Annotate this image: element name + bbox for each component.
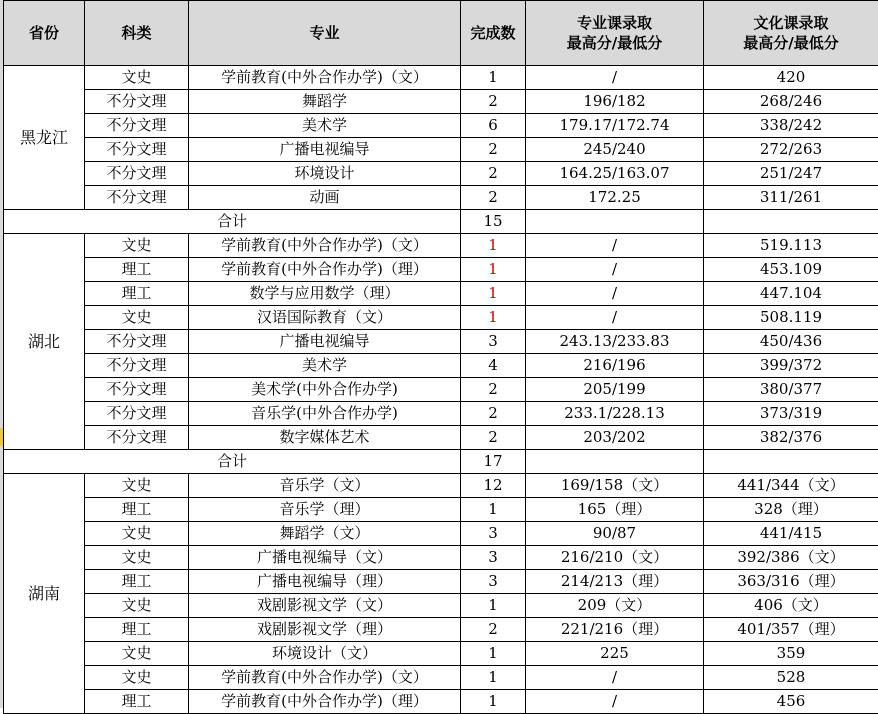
category-cell[interactable]: 文史: [85, 594, 189, 618]
count-cell[interactable]: 1: [461, 66, 526, 90]
header-prof-line1: 专业课录取: [526, 13, 703, 33]
category-cell[interactable]: 理工: [85, 690, 189, 714]
category-cell[interactable]: 不分文理: [85, 402, 189, 426]
category-cell[interactable]: 不分文理: [85, 138, 189, 162]
cultural-score-cell[interactable]: 392/386（文）: [704, 546, 878, 570]
header-professional-score[interactable]: [526, 1, 704, 66]
professional-score-cell[interactable]: 245/240: [526, 138, 704, 162]
category-cell[interactable]: 不分文理: [85, 426, 189, 450]
professional-score-cell[interactable]: /: [526, 690, 704, 714]
count-cell[interactable]: 3: [461, 570, 526, 594]
count-cell[interactable]: 12: [461, 474, 526, 498]
count-cell[interactable]: 2: [461, 618, 526, 642]
count-cell[interactable]: 2: [461, 162, 526, 186]
professional-score-cell[interactable]: 179.17/172.74: [526, 114, 704, 138]
cultural-score-cell[interactable]: 528: [704, 666, 878, 690]
professional-score-cell[interactable]: 169/158（文）: [526, 474, 704, 498]
table-body: [4, 66, 878, 714]
cultural-score-cell[interactable]: 441/344（文）: [704, 474, 878, 498]
major-cell[interactable]: 音乐学（文）: [189, 474, 461, 498]
count-cell[interactable]: 1: [461, 306, 526, 330]
header-cultural-score[interactable]: [704, 1, 878, 66]
table-row: [4, 378, 878, 402]
professional-score-cell[interactable]: 90/87: [526, 522, 704, 546]
count-cell[interactable]: 2: [461, 402, 526, 426]
major-cell[interactable]: 舞蹈学（文）: [189, 522, 461, 546]
count-cell[interactable]: 3: [461, 330, 526, 354]
count-cell[interactable]: 2: [461, 138, 526, 162]
count-cell[interactable]: 1: [461, 234, 526, 258]
count-cell[interactable]: 2: [461, 186, 526, 210]
professional-score-cell[interactable]: 172.25: [526, 186, 704, 210]
professional-score-cell[interactable]: 233.1/228.13: [526, 402, 704, 426]
major-cell[interactable]: 动画: [189, 186, 461, 210]
count-cell[interactable]: 2: [461, 378, 526, 402]
professional-score-cell[interactable]: 205/199: [526, 378, 704, 402]
major-cell[interactable]: 音乐学（理）: [189, 498, 461, 522]
cultural-score-cell[interactable]: 328（理）: [704, 498, 878, 522]
major-cell[interactable]: 学前教育(中外合作办学)（理）: [189, 258, 461, 282]
major-cell[interactable]: 学前教育(中外合作办学)（文）: [189, 66, 461, 90]
table-row: [4, 474, 878, 498]
table-row: [4, 186, 878, 210]
table-row: [4, 330, 878, 354]
professional-score-cell[interactable]: /: [526, 258, 704, 282]
count-cell[interactable]: 2: [461, 426, 526, 450]
count-cell[interactable]: 1: [461, 642, 526, 666]
table-row: [4, 426, 878, 450]
empty-cell[interactable]: [526, 210, 704, 234]
category-cell[interactable]: 文史: [85, 66, 189, 90]
table-row: [4, 162, 878, 186]
major-cell[interactable]: 学前教育(中外合作办学)（文）: [189, 666, 461, 690]
header-prof-line2: 最高分/最低分: [526, 33, 703, 53]
table-row: [4, 522, 878, 546]
total-label-cell[interactable]: 合计: [4, 450, 461, 474]
category-cell[interactable]: 不分文理: [85, 162, 189, 186]
category-cell[interactable]: 文史: [85, 234, 189, 258]
header-count[interactable]: 完成数: [461, 1, 526, 66]
major-cell[interactable]: 环境设计: [189, 162, 461, 186]
category-cell[interactable]: 不分文理: [85, 354, 189, 378]
table-row: [4, 618, 878, 642]
professional-score-cell[interactable]: 165（理）: [526, 498, 704, 522]
table-row: [4, 306, 878, 330]
category-cell[interactable]: 不分文理: [85, 330, 189, 354]
table-row: [4, 354, 878, 378]
empty-cell[interactable]: [704, 210, 878, 234]
table-row: [4, 138, 878, 162]
major-cell[interactable]: 戏剧影视文学（文）: [189, 594, 461, 618]
professional-score-cell[interactable]: /: [526, 66, 704, 90]
header-major[interactable]: 专业: [189, 1, 461, 66]
cultural-score-cell[interactable]: 399/372: [704, 354, 878, 378]
category-cell[interactable]: 理工: [85, 258, 189, 282]
category-cell[interactable]: 文史: [85, 522, 189, 546]
cultural-score-cell[interactable]: 456: [704, 690, 878, 714]
major-cell[interactable]: 美术学: [189, 354, 461, 378]
table-row: [4, 114, 878, 138]
professional-score-cell[interactable]: 214/213（理）: [526, 570, 704, 594]
major-cell[interactable]: 广播电视编导: [189, 330, 461, 354]
province-cell[interactable]: 黑龙江: [4, 66, 85, 210]
cultural-score-cell[interactable]: 268/246: [704, 90, 878, 114]
count-cell[interactable]: 1: [461, 690, 526, 714]
category-cell[interactable]: 不分文理: [85, 114, 189, 138]
cultural-score-cell[interactable]: 251/247: [704, 162, 878, 186]
major-cell[interactable]: 美术学: [189, 114, 461, 138]
category-cell[interactable]: 理工: [85, 618, 189, 642]
major-cell[interactable]: 戏剧影视文学（理）: [189, 618, 461, 642]
major-cell[interactable]: 音乐学(中外合作办学): [189, 402, 461, 426]
major-cell[interactable]: 舞蹈学: [189, 90, 461, 114]
cultural-score-cell[interactable]: 401/357（理）: [704, 618, 878, 642]
table-row: [4, 498, 878, 522]
total-row: [4, 210, 878, 234]
major-cell[interactable]: 学前教育(中外合作办学)（理）: [189, 690, 461, 714]
category-cell[interactable]: 文史: [85, 474, 189, 498]
count-cell[interactable]: 6: [461, 114, 526, 138]
total-label-cell[interactable]: 合计: [4, 210, 461, 234]
table-row: [4, 282, 878, 306]
table-row: [4, 234, 878, 258]
professional-score-cell[interactable]: /: [526, 306, 704, 330]
cultural-score-cell[interactable]: 453.109: [704, 258, 878, 282]
category-cell[interactable]: 文史: [85, 546, 189, 570]
major-cell[interactable]: 环境设计（文）: [189, 642, 461, 666]
major-cell[interactable]: 广播电视编导: [189, 138, 461, 162]
major-cell[interactable]: 数学与应用数学（理）: [189, 282, 461, 306]
header-row: [4, 1, 878, 66]
table-row: [4, 66, 878, 90]
cultural-score-cell[interactable]: 311/261: [704, 186, 878, 210]
professional-score-cell[interactable]: 221/216（理）: [526, 618, 704, 642]
table-row: [4, 690, 878, 714]
professional-score-cell[interactable]: 203/202: [526, 426, 704, 450]
table-row: [4, 546, 878, 570]
professional-score-cell[interactable]: /: [526, 282, 704, 306]
count-cell[interactable]: 1: [461, 282, 526, 306]
professional-score-cell[interactable]: /: [526, 234, 704, 258]
professional-score-cell[interactable]: 225: [526, 642, 704, 666]
count-cell[interactable]: 2: [461, 90, 526, 114]
count-cell[interactable]: 3: [461, 522, 526, 546]
count-cell[interactable]: 1: [461, 594, 526, 618]
cultural-score-cell[interactable]: 441/415: [704, 522, 878, 546]
table-row: [4, 642, 878, 666]
cultural-score-cell[interactable]: 382/376: [704, 426, 878, 450]
category-cell[interactable]: 理工: [85, 282, 189, 306]
cultural-score-cell[interactable]: 519.113: [704, 234, 878, 258]
table-row: [4, 594, 878, 618]
province-cell[interactable]: 湖北: [4, 234, 85, 450]
major-cell[interactable]: 广播电视编导（理）: [189, 570, 461, 594]
cultural-score-cell[interactable]: 363/316（理）: [704, 570, 878, 594]
major-cell[interactable]: 汉语国际教育（文）: [189, 306, 461, 330]
category-cell[interactable]: 理工: [85, 498, 189, 522]
cultural-score-cell[interactable]: 508.119: [704, 306, 878, 330]
major-cell[interactable]: 美术学(中外合作办学): [189, 378, 461, 402]
total-count-cell[interactable]: 15: [461, 210, 526, 234]
admission-table: [3, 0, 878, 714]
professional-score-cell[interactable]: 209（文）: [526, 594, 704, 618]
count-cell[interactable]: 1: [461, 666, 526, 690]
professional-score-cell[interactable]: /: [526, 666, 704, 690]
header-cult-line2: 最高分/最低分: [704, 33, 878, 53]
major-cell[interactable]: 数字媒体艺术: [189, 426, 461, 450]
cultural-score-cell[interactable]: 338/242: [704, 114, 878, 138]
table-row: [4, 402, 878, 426]
category-cell[interactable]: 文史: [85, 666, 189, 690]
category-cell[interactable]: 文史: [85, 306, 189, 330]
province-cell[interactable]: 湖南: [4, 474, 85, 714]
cultural-score-cell[interactable]: 272/263: [704, 138, 878, 162]
professional-score-cell[interactable]: 164.25/163.07: [526, 162, 704, 186]
header-cult-line1: 文化课录取: [704, 13, 878, 33]
category-cell[interactable]: 理工: [85, 570, 189, 594]
count-cell[interactable]: 4: [461, 354, 526, 378]
cultural-score-cell[interactable]: 406（文）: [704, 594, 878, 618]
category-cell[interactable]: 不分文理: [85, 186, 189, 210]
empty-cell[interactable]: [704, 450, 878, 474]
total-row: [4, 450, 878, 474]
total-count-cell[interactable]: 17: [461, 450, 526, 474]
category-cell[interactable]: 不分文理: [85, 90, 189, 114]
professional-score-cell[interactable]: 243.13/233.83: [526, 330, 704, 354]
table-row: [4, 570, 878, 594]
category-cell[interactable]: 文史: [85, 642, 189, 666]
professional-score-cell[interactable]: 196/182: [526, 90, 704, 114]
cultural-score-cell[interactable]: 373/319: [704, 402, 878, 426]
table-row: [4, 258, 878, 282]
count-cell[interactable]: 1: [461, 258, 526, 282]
category-cell[interactable]: 不分文理: [85, 378, 189, 402]
major-cell[interactable]: 广播电视编导（文）: [189, 546, 461, 570]
count-cell[interactable]: 3: [461, 546, 526, 570]
empty-cell[interactable]: [526, 450, 704, 474]
cultural-score-cell[interactable]: 359: [704, 642, 878, 666]
cultural-score-cell[interactable]: 450/436: [704, 330, 878, 354]
major-cell[interactable]: 学前教育(中外合作办学)（文）: [189, 234, 461, 258]
cultural-score-cell[interactable]: 420: [704, 66, 878, 90]
header-province[interactable]: 省份: [4, 1, 85, 66]
header-category[interactable]: 科类: [85, 1, 189, 66]
table-row: [4, 666, 878, 690]
professional-score-cell[interactable]: 216/196: [526, 354, 704, 378]
cultural-score-cell[interactable]: 447.104: [704, 282, 878, 306]
table-row: [4, 90, 878, 114]
cultural-score-cell[interactable]: 380/377: [704, 378, 878, 402]
professional-score-cell[interactable]: 216/210（文）: [526, 546, 704, 570]
count-cell[interactable]: 1: [461, 498, 526, 522]
